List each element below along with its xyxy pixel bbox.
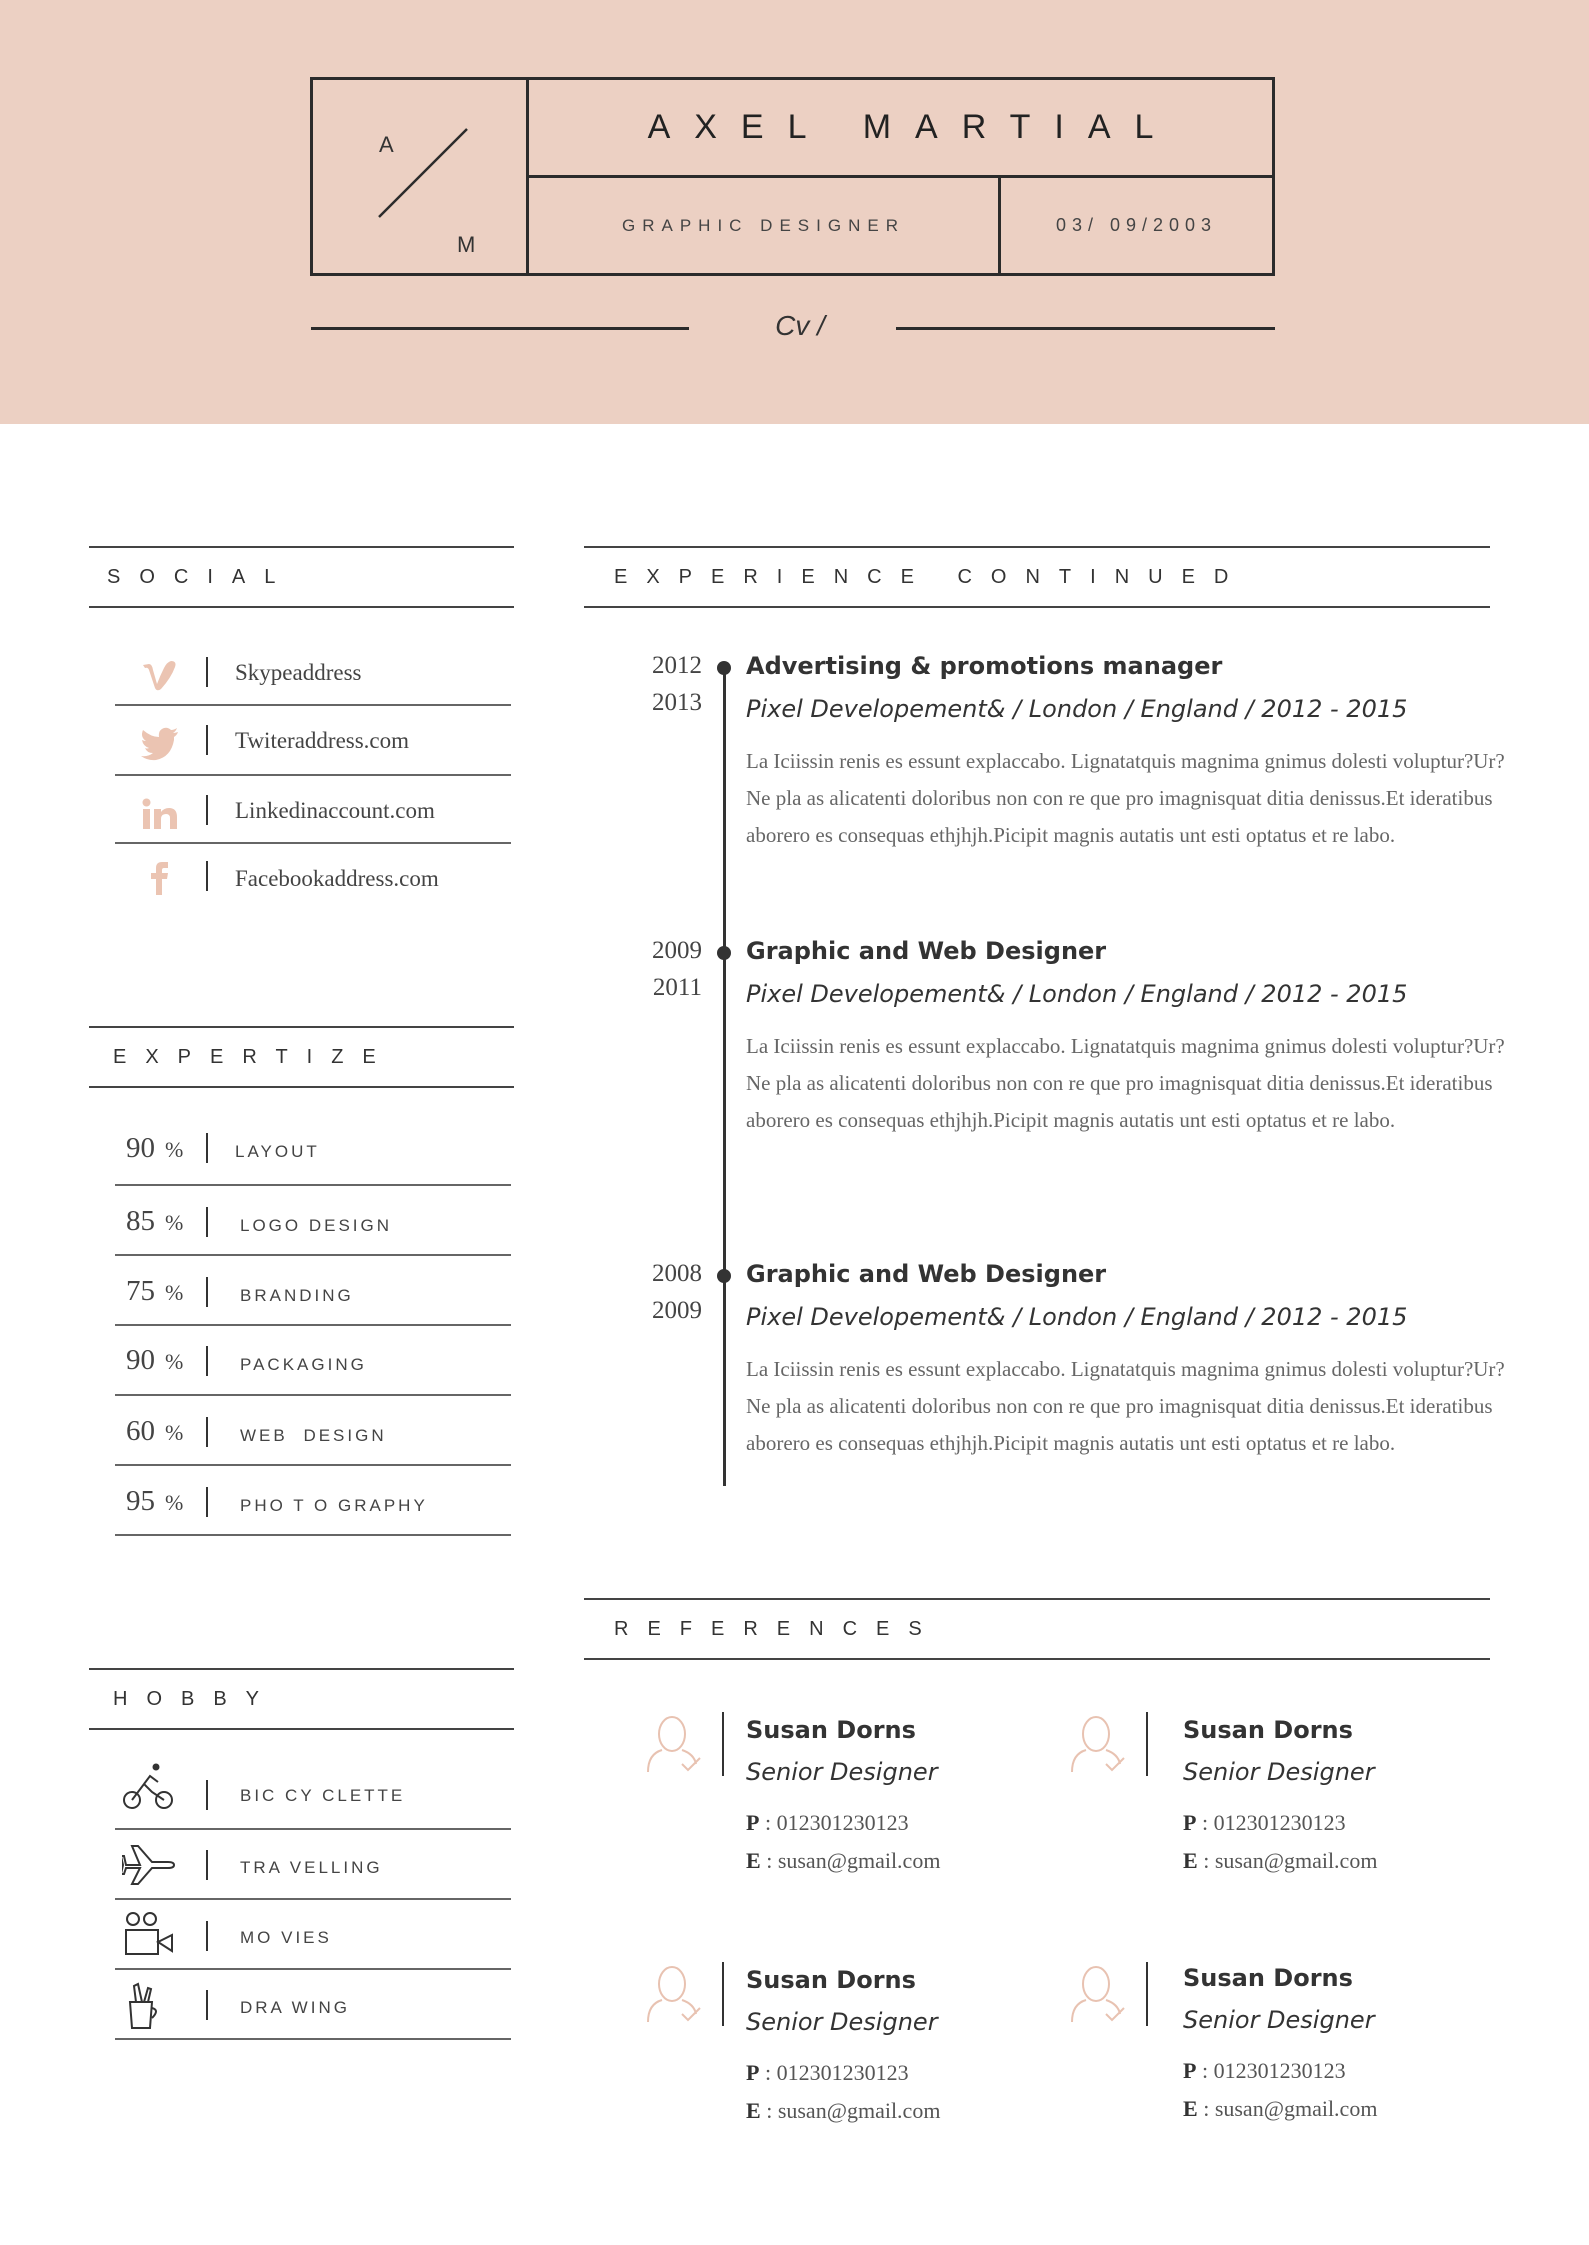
- hobby-label-movies: MO VIES: [240, 1928, 332, 1947]
- social-text-skype[interactable]: Skypeaddress: [235, 660, 362, 685]
- monogram-second-letter: M: [457, 232, 476, 257]
- reference-name: Susan Dorns: [746, 1966, 916, 1994]
- divider: [722, 1962, 724, 2026]
- divider: [722, 1712, 724, 1776]
- row-divider: [115, 1968, 511, 1970]
- row-divider: [115, 1324, 511, 1326]
- bicycle-icon: [122, 1762, 178, 1812]
- job-title: Graphic and Web Designer: [746, 937, 1107, 965]
- divider: [206, 1921, 208, 1951]
- reference-role: Senior Designer: [746, 1758, 938, 1786]
- skill-percent: 75 %: [126, 1275, 184, 1307]
- timeline: [723, 666, 726, 1486]
- row-divider: [115, 2038, 511, 2040]
- reference-role: Senior Designer: [1183, 2006, 1375, 2034]
- divider: [206, 657, 208, 687]
- year-end: 2011: [652, 974, 702, 1001]
- year-end: 2013: [652, 689, 702, 716]
- year-end: 2009: [652, 1297, 702, 1324]
- hobby-title: HOBBY: [113, 1687, 279, 1710]
- hobby-label-travelling: TRA VELLING: [240, 1858, 383, 1877]
- skill-percent: 60 %: [126, 1415, 184, 1447]
- divider: [206, 1346, 208, 1376]
- reference-email[interactable]: E : susan@gmail.com: [1183, 1848, 1378, 1873]
- row-divider: [115, 1254, 511, 1256]
- reference-email[interactable]: E : susan@gmail.com: [1183, 2096, 1378, 2121]
- expertize-section-header: [89, 1026, 514, 1088]
- pencil-cup-icon: [122, 1982, 178, 2032]
- divider: [206, 795, 208, 825]
- divider: [206, 1990, 208, 2020]
- row-divider: [115, 1828, 511, 1830]
- job-description: La Iciissin renis es essunt explaccabo. Lignatatquis magnima gnimus dolesti voluptur?Ur? Ne pla as alicatenti doloribus non con re que pro imagnisquat ditia denissus.Et ideratibus aborero es consequas ethjhjh.Picipit magnis autatis unt esti optatus et re labo.: [746, 1357, 1505, 1455]
- skill-label-packaging: PACKAGING: [240, 1355, 367, 1374]
- social-text-facebook[interactable]: Facebookaddress.com: [235, 866, 439, 891]
- divider: [206, 1207, 208, 1237]
- timeline-dot: [717, 946, 731, 960]
- year-start: 2012: [652, 652, 702, 679]
- job-subtitle: Pixel Developement& / London / England / 2012 - 2015: [746, 1303, 1408, 1331]
- job-description: La Iciissin renis es essunt explaccabo. Lignatatquis magnima gnimus dolesti voluptur?Ur? Ne pla as alicatenti doloribus non con re que pro imagnisquat ditia denissus.Et ideratibus aborero es consequas ethjhjh.Picipit magnis autatis unt esti optatus et re labo.: [746, 1034, 1505, 1132]
- skill-label-web-design: WEB DESIGN: [240, 1426, 387, 1445]
- monogram-first-letter: A: [379, 132, 394, 157]
- hobby-label-bicycle: BIC CY CLETTE: [240, 1786, 406, 1805]
- timeline-dot: [717, 1269, 731, 1283]
- social-text-linkedin[interactable]: Linkedinaccount.com: [235, 798, 435, 823]
- cv-line-left: [311, 327, 689, 330]
- skill-percent: 90 %: [126, 1132, 184, 1164]
- twitter-icon[interactable]: [140, 724, 180, 764]
- row-divider: [115, 1464, 511, 1466]
- skill-label-photography: PHO T O GRAPHY: [240, 1496, 428, 1515]
- reference-email[interactable]: E : susan@gmail.com: [746, 2098, 941, 2123]
- skill-percent: 95 %: [126, 1485, 184, 1517]
- reference-phone: P : 012301230123: [1183, 2058, 1346, 2083]
- references-section-header: [584, 1598, 1490, 1660]
- date-cell: [1001, 178, 1272, 273]
- reference-name: Susan Dorns: [1183, 1716, 1353, 1744]
- birth-date: 03/ 09/2003: [1055, 215, 1218, 235]
- job-role: GRAPHIC DESIGNER: [622, 215, 905, 235]
- job-title: Graphic and Web Designer: [746, 1260, 1107, 1288]
- experience-title: EXPERIENCE CONTINUED: [614, 565, 1248, 588]
- skill-label-branding: BRANDING: [240, 1286, 354, 1305]
- person-icon: [1068, 1964, 1128, 2026]
- movie-camera-icon: [122, 1910, 178, 1960]
- divider: [206, 1487, 208, 1517]
- year-start: 2009: [652, 937, 702, 964]
- name-cell: [529, 80, 1272, 178]
- monogram-slash: [375, 125, 471, 221]
- divider: [1146, 1712, 1148, 1776]
- role-cell: [529, 178, 1001, 273]
- monogram: [313, 80, 529, 273]
- name-box: [310, 77, 1275, 276]
- reference-email[interactable]: E : susan@gmail.com: [746, 1848, 941, 1873]
- reference-role: Senior Designer: [746, 2008, 938, 2036]
- reference-phone: P : 012301230123: [746, 1810, 909, 1835]
- row-divider: [115, 704, 511, 706]
- person-icon: [644, 1714, 704, 1776]
- person-icon: [1068, 1714, 1128, 1776]
- reference-phone: P : 012301230123: [1183, 1810, 1346, 1835]
- timeline-dot: [717, 661, 731, 675]
- row-divider: [115, 1394, 511, 1396]
- references-title: REFERENCES: [614, 1617, 941, 1640]
- job-subtitle: Pixel Developement& / London / England / 2012 - 2015: [746, 980, 1408, 1008]
- row-divider: [115, 842, 511, 844]
- skill-label-layout: LAYOUT: [235, 1142, 320, 1161]
- divider: [206, 861, 208, 891]
- full-name: AXEL MARTIAL: [647, 108, 1178, 146]
- row-divider: [115, 1184, 511, 1186]
- skill-percent: 90 %: [126, 1344, 184, 1376]
- row-divider: [115, 1898, 511, 1900]
- row-divider: [115, 774, 511, 776]
- job-subtitle: Pixel Developement& / London / England / 2012 - 2015: [746, 695, 1408, 723]
- divider: [206, 725, 208, 755]
- vimeo-icon[interactable]: [140, 654, 180, 694]
- experience-section-header: [584, 546, 1490, 608]
- reference-name: Susan Dorns: [746, 1716, 916, 1744]
- cv-label: Cv /: [775, 310, 825, 341]
- divider: [206, 1850, 208, 1880]
- job-title: Advertising & promotions manager: [746, 652, 1223, 680]
- reference-name: Susan Dorns: [1183, 1964, 1353, 1992]
- person-icon: [644, 1964, 704, 2026]
- skill-label-logo-design: LOGO DESIGN: [240, 1216, 393, 1235]
- row-divider: [115, 1534, 511, 1536]
- social-text-twitter[interactable]: Twiteraddress.com: [235, 728, 410, 753]
- divider: [1146, 1962, 1148, 2026]
- year-start: 2008: [652, 1260, 702, 1287]
- airplane-icon: [122, 1840, 178, 1890]
- facebook-icon[interactable]: [140, 858, 180, 898]
- social-title: SOCIAL: [107, 565, 295, 588]
- social-section-header: [89, 546, 514, 608]
- linkedin-icon[interactable]: [140, 794, 180, 834]
- divider: [206, 1133, 208, 1163]
- reference-phone: P : 012301230123: [746, 2060, 909, 2085]
- skill-percent: 85 %: [126, 1205, 184, 1237]
- hobby-section-header: [89, 1668, 514, 1730]
- hobby-label-drawing: DRA WING: [240, 1998, 350, 2017]
- job-description: La Iciissin renis es essunt explaccabo. Lignatatquis magnima gnimus dolesti voluptur?Ur? Ne pla as alicatenti doloribus non con re que pro imagnisquat ditia denissus.Et ideratibus aborero es consequas ethjhjh.Picipit magnis autatis unt esti optatus et re labo.: [746, 749, 1505, 847]
- divider: [206, 1417, 208, 1447]
- divider: [206, 1780, 208, 1810]
- reference-role: Senior Designer: [1183, 1758, 1375, 1786]
- divider: [206, 1277, 208, 1307]
- cv-line-right: [896, 327, 1275, 330]
- expertize-title: EXPERTIZE: [113, 1045, 395, 1068]
